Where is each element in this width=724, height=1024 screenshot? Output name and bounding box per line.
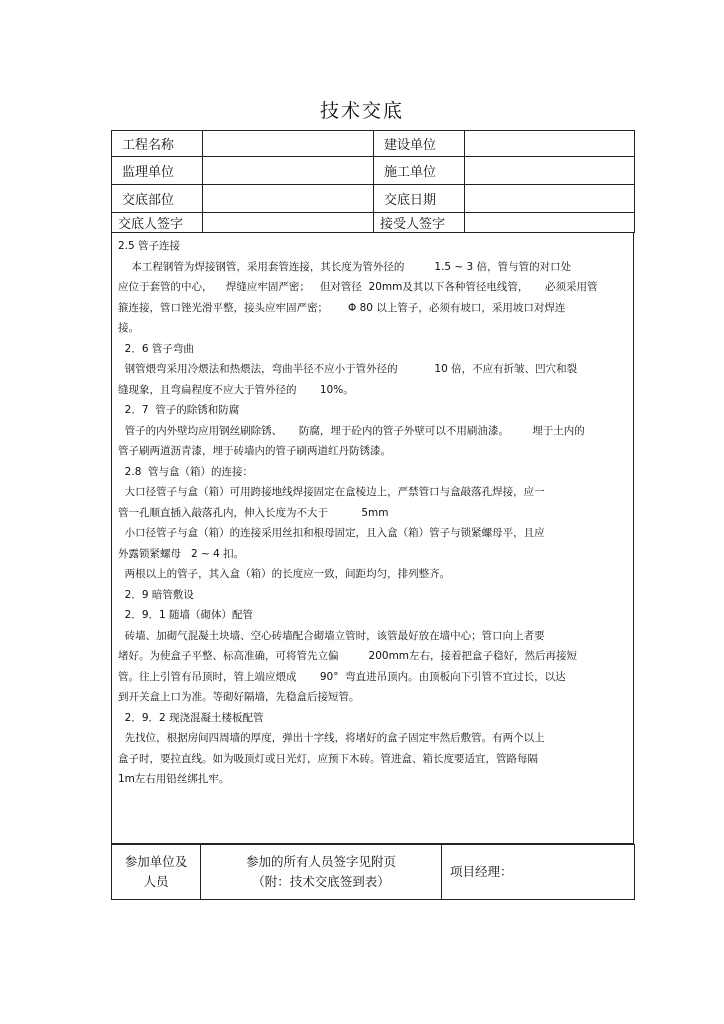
participants-label-line1: 参加单位及 — [124, 854, 188, 869]
content-line: 砖墙、加砌气混凝土块墙、空心砖墙配合砌墙立管时，该管最好放在墙中心；管口向上者要 — [118, 629, 545, 642]
header-table — [111, 130, 635, 233]
disclosure-date-value[interactable] — [465, 185, 635, 213]
content-line: 先找位，根据房间四周墙的厚度，弹出十字线，将堵好的盒子固定牢然后敷管。有两个以上 — [118, 732, 545, 744]
document-title: 技术交底 — [319, 100, 404, 122]
content-line: 本工程钢管为焊接钢管，采用套管连接，其长度为管外径的 1.5 ~ 3 倍，管与管的对口处 — [118, 260, 572, 273]
discloser-sign-value[interactable] — [203, 213, 374, 233]
content-line: 外露锁紧螺母 2 ~ 4 扣。 — [118, 547, 245, 560]
content-line: 箍连接，管口锉光滑平整，接头应牢固严密； Φ 80 以上管子，必须有坡口，采用坡口对焊连 — [118, 301, 566, 314]
participants-note-line2: （附：技术交底签到表） — [252, 874, 390, 889]
project-name-value[interactable] — [203, 131, 374, 157]
supervision-unit-value[interactable] — [203, 157, 374, 185]
disclosure-content — [111, 232, 634, 844]
builder-unit-label: 施工单位 — [374, 157, 465, 185]
discloser-sign-label: 交底人签字 — [112, 213, 203, 233]
disclosure-date-label: 交底日期 — [374, 185, 465, 213]
content-line: 2．7 管子的除锈和防腐 — [118, 404, 240, 416]
participants-label — [112, 845, 201, 900]
content-line: 2．9 暗管敷设 — [118, 588, 194, 601]
content-line: 2.8 管与盒（箱）的连接： — [118, 465, 254, 478]
content-line: 堵好。为使盒子平整、标高准确，可将管先立偏 200mm左右，接着把盒子稳好，然后再接短 — [118, 650, 578, 662]
content-line: 管子刷两道沥青漆，埋于砖墙内的管子刷两道红丹防锈漆。 — [118, 445, 391, 457]
participants-label-line2: 人员 — [143, 874, 169, 889]
content-line: 2．9．2 现浇混凝土楼板配管 — [118, 711, 264, 724]
content-line: 到开关盒上口为准。等砌好隔墙，先稳盒后接短管。 — [118, 691, 360, 703]
participants-note-line1: 参加的所有人员签字见附页 — [245, 854, 396, 869]
content-line: 钢管煨弯采用冷煨法和热煨法，弯曲半径不应小于管外径的 10 倍，不应有折皱、凹穴和裂 — [118, 363, 578, 375]
supervision-unit-label: 监理单位 — [112, 157, 203, 185]
content-line: 应位于套管的中心， 焊缝应牢固严密； 但对管径 20mm及其以下各种管径电线管， 必须采用管 — [118, 281, 598, 293]
content-line: 缝现象，且弯扁程度不应大于管外径的 10%。 — [118, 383, 354, 396]
content-line: 1m左右用铅丝绑扎牢。 — [118, 773, 230, 785]
content-line: 两根以上的管子，其入盒（箱）的长度应一致，间距均匀，排列整齐。 — [118, 568, 451, 580]
content-line: 管一孔顺直插入敲落孔内，伸入长度为不大于 5mm — [118, 506, 389, 519]
content-line: 接。 — [118, 322, 139, 334]
content-line: 2．9．1 随墙（砌体）配管 — [118, 609, 254, 621]
content-line: 2.5 管子连接 — [118, 240, 181, 252]
receiver-sign-label: 接受人签字 — [374, 213, 465, 233]
project-manager-label: 项目经理： — [442, 845, 635, 900]
construction-unit-label: 建设单位 — [374, 131, 465, 157]
content-line: 管。往上引管有吊顶时，管上端应煨成 90° 弯直进吊顶内。由顶板向下引管不宜过长，以达 — [118, 670, 566, 683]
content-line: 盒子时，要拉直线。如为吸顶灯或日光灯，应预下木砖。管进盒、箱长度要适宜，管路每隔 — [118, 752, 538, 765]
builder-unit-value[interactable] — [465, 157, 635, 185]
construction-unit-value[interactable] — [465, 131, 635, 157]
disclosure-part-label: 交底部位 — [112, 185, 203, 213]
content-line: 小口径管子与盒（箱）的连接采用丝扣和根母固定，且入盒（箱）管子与锁紧螺母平，且应 — [118, 527, 545, 539]
content-line: 大口径管子与盒（箱）可用跨接地线焊接固定在盒棱边上，严禁管口与盒敲落孔焊接，应一 — [118, 486, 545, 498]
content-line: 管子的内外壁均应用钢丝刷除锈、 防腐，埋于砼内的管子外壁可以不用刷油漆。 埋于土内的 — [118, 424, 585, 437]
footer-table — [111, 844, 635, 900]
participants-note — [201, 845, 442, 900]
project-name-label: 工程名称 — [112, 131, 203, 157]
content-line: 2．6 管子弯曲 — [118, 342, 194, 355]
receiver-sign-value[interactable] — [465, 213, 635, 233]
disclosure-part-value[interactable] — [203, 185, 374, 213]
